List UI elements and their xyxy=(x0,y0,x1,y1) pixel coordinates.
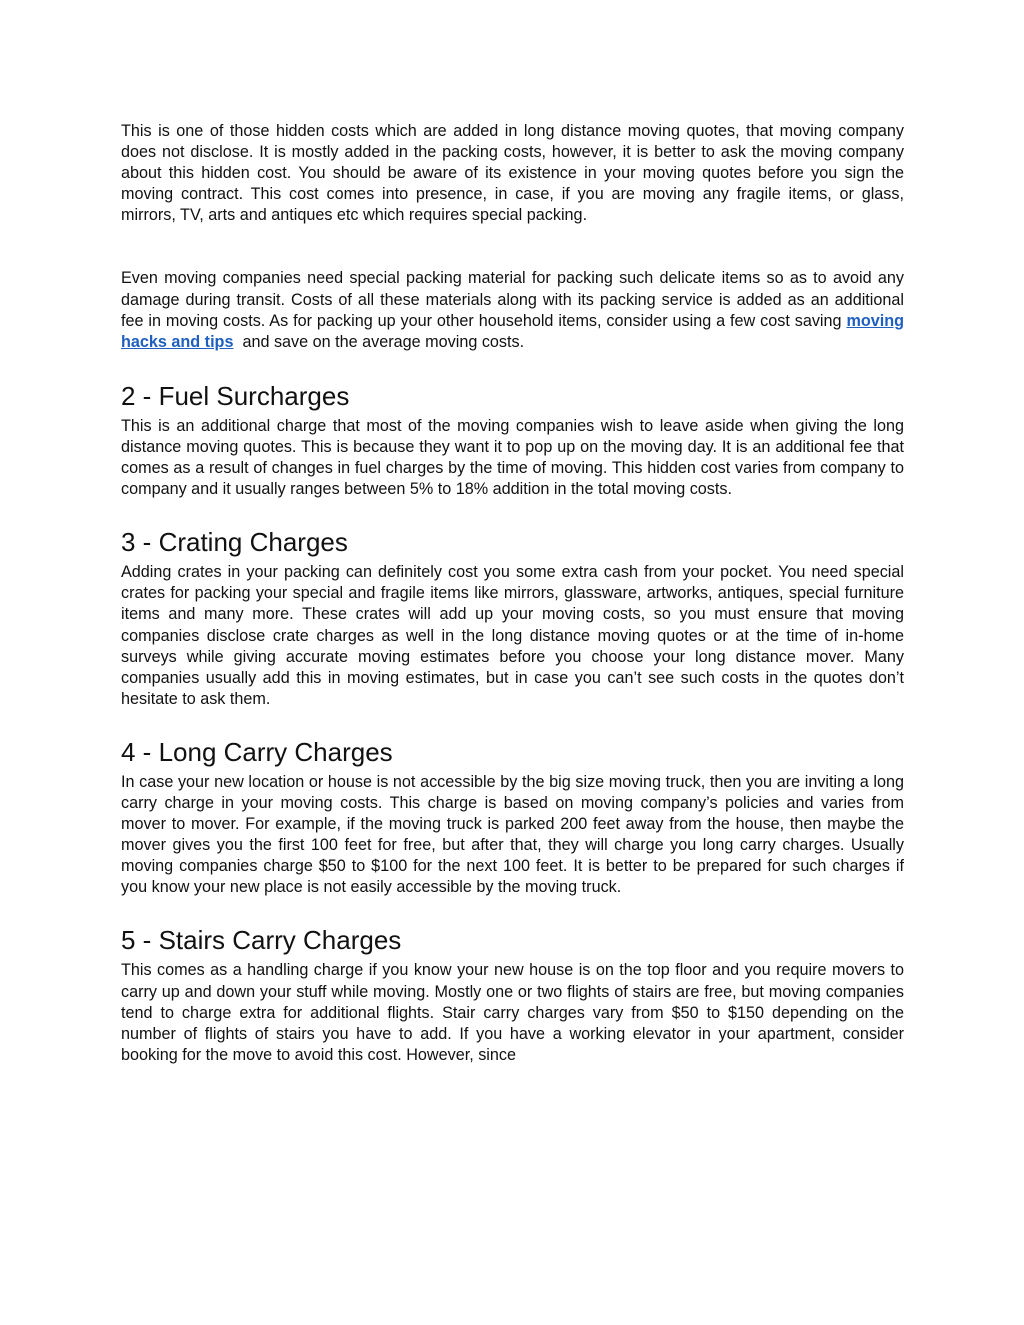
section-body-crating-charges: Adding crates in your packing can definitely cost you some extra cash from your pocket. You need special crates for packing your special and fragile items like mirrors, glassware, artworks, antiques, special furniture items and many more. These crates will add up your moving costs, so you must ensure that moving companies disclose crate charges as well in the long distance moving quotes or at the time of in-home surveys while giving accurate moving estimates before you choose your long distance mover. Many companies usually add this in moving estimates, but in case you can’t see such costs in the quotes don’t hesitate to ask them. xyxy=(121,563,904,708)
section-body-fuel-surcharges: This is an additional charge that most of the moving companies wish to leave aside when giving the long distance moving quotes. This is because they want it to pop up on the moving day. It is an additional fee that comes as a result of changes in fuel charges by the time of moving. This hidden cost varies from company to company and it usually ranges between 5% to 18% addition in the total moving costs. xyxy=(121,416,904,499)
section-heading-fuel-surcharges: 2 - Fuel Surcharges xyxy=(121,380,350,411)
section-heading-stairs-carry-charges: 5 - Stairs Carry Charges xyxy=(121,925,402,956)
intro-paragraph-2-text-after: and save on the average moving costs. xyxy=(233,332,525,351)
intro-paragraph-2-text-before: Even moving companies need special packing material for packing such delicate items so as to avoid any damage during transit. Costs of all these materials along with its packing service is added as an additional fee in moving costs. As for packing up your other household items, consider using a few cost saving xyxy=(121,269,904,330)
intro-paragraph-1: This is one of those hidden costs which are added in long distance moving quotes, that moving company does not disclose. It is mostly added in the packing costs, however, it is better to ask the moving company about this hidden cost. You should be aware of its existence in your moving quotes before you sign the moving contract. This cost comes into presence, in case, if you are moving any fragile items, or glass, mirrors, TV, arts and antiques etc which requires special packing. xyxy=(121,122,904,225)
moving-hacks-link[interactable]: moving hacks and tips xyxy=(121,311,904,351)
section-body-stairs-carry-charges: This comes as a handling charge if you know your new house is on the top floor and you require movers to carry up and down your stuff while moving. Mostly one or two flights of stairs are free, but moving companies tend to charge extra for additional flights. Stair carry charges vary from $50 to $150 depending on the number of flights of stairs you have to add. If you have a working elevator in your apartment, consider booking for the move to avoid this cost. However, since xyxy=(121,961,904,1064)
intro-paragraph-2 xyxy=(121,268,904,352)
section-heading-long-carry-charges: 4 - Long Carry Charges xyxy=(121,736,393,767)
section-heading-crating-charges: 3 - Crating Charges xyxy=(121,527,348,558)
section-body-long-carry-charges: In case your new location or house is not accessible by the big size moving truck, then you are inviting a long carry charge in your moving costs. This charge is based on moving company’s policies and varies from mover to mover. For example, if the moving truck is parked 200 feet away from the house, then maybe the mover gives you the first 100 feet for free, but after that, they will charge you long carry charges. Usually moving companies charge $50 to $100 for the next 100 feet. It is better to be prepared for such charges if you know your new place is not easily accessible by the moving truck. xyxy=(121,772,904,897)
document-page xyxy=(121,121,904,1066)
